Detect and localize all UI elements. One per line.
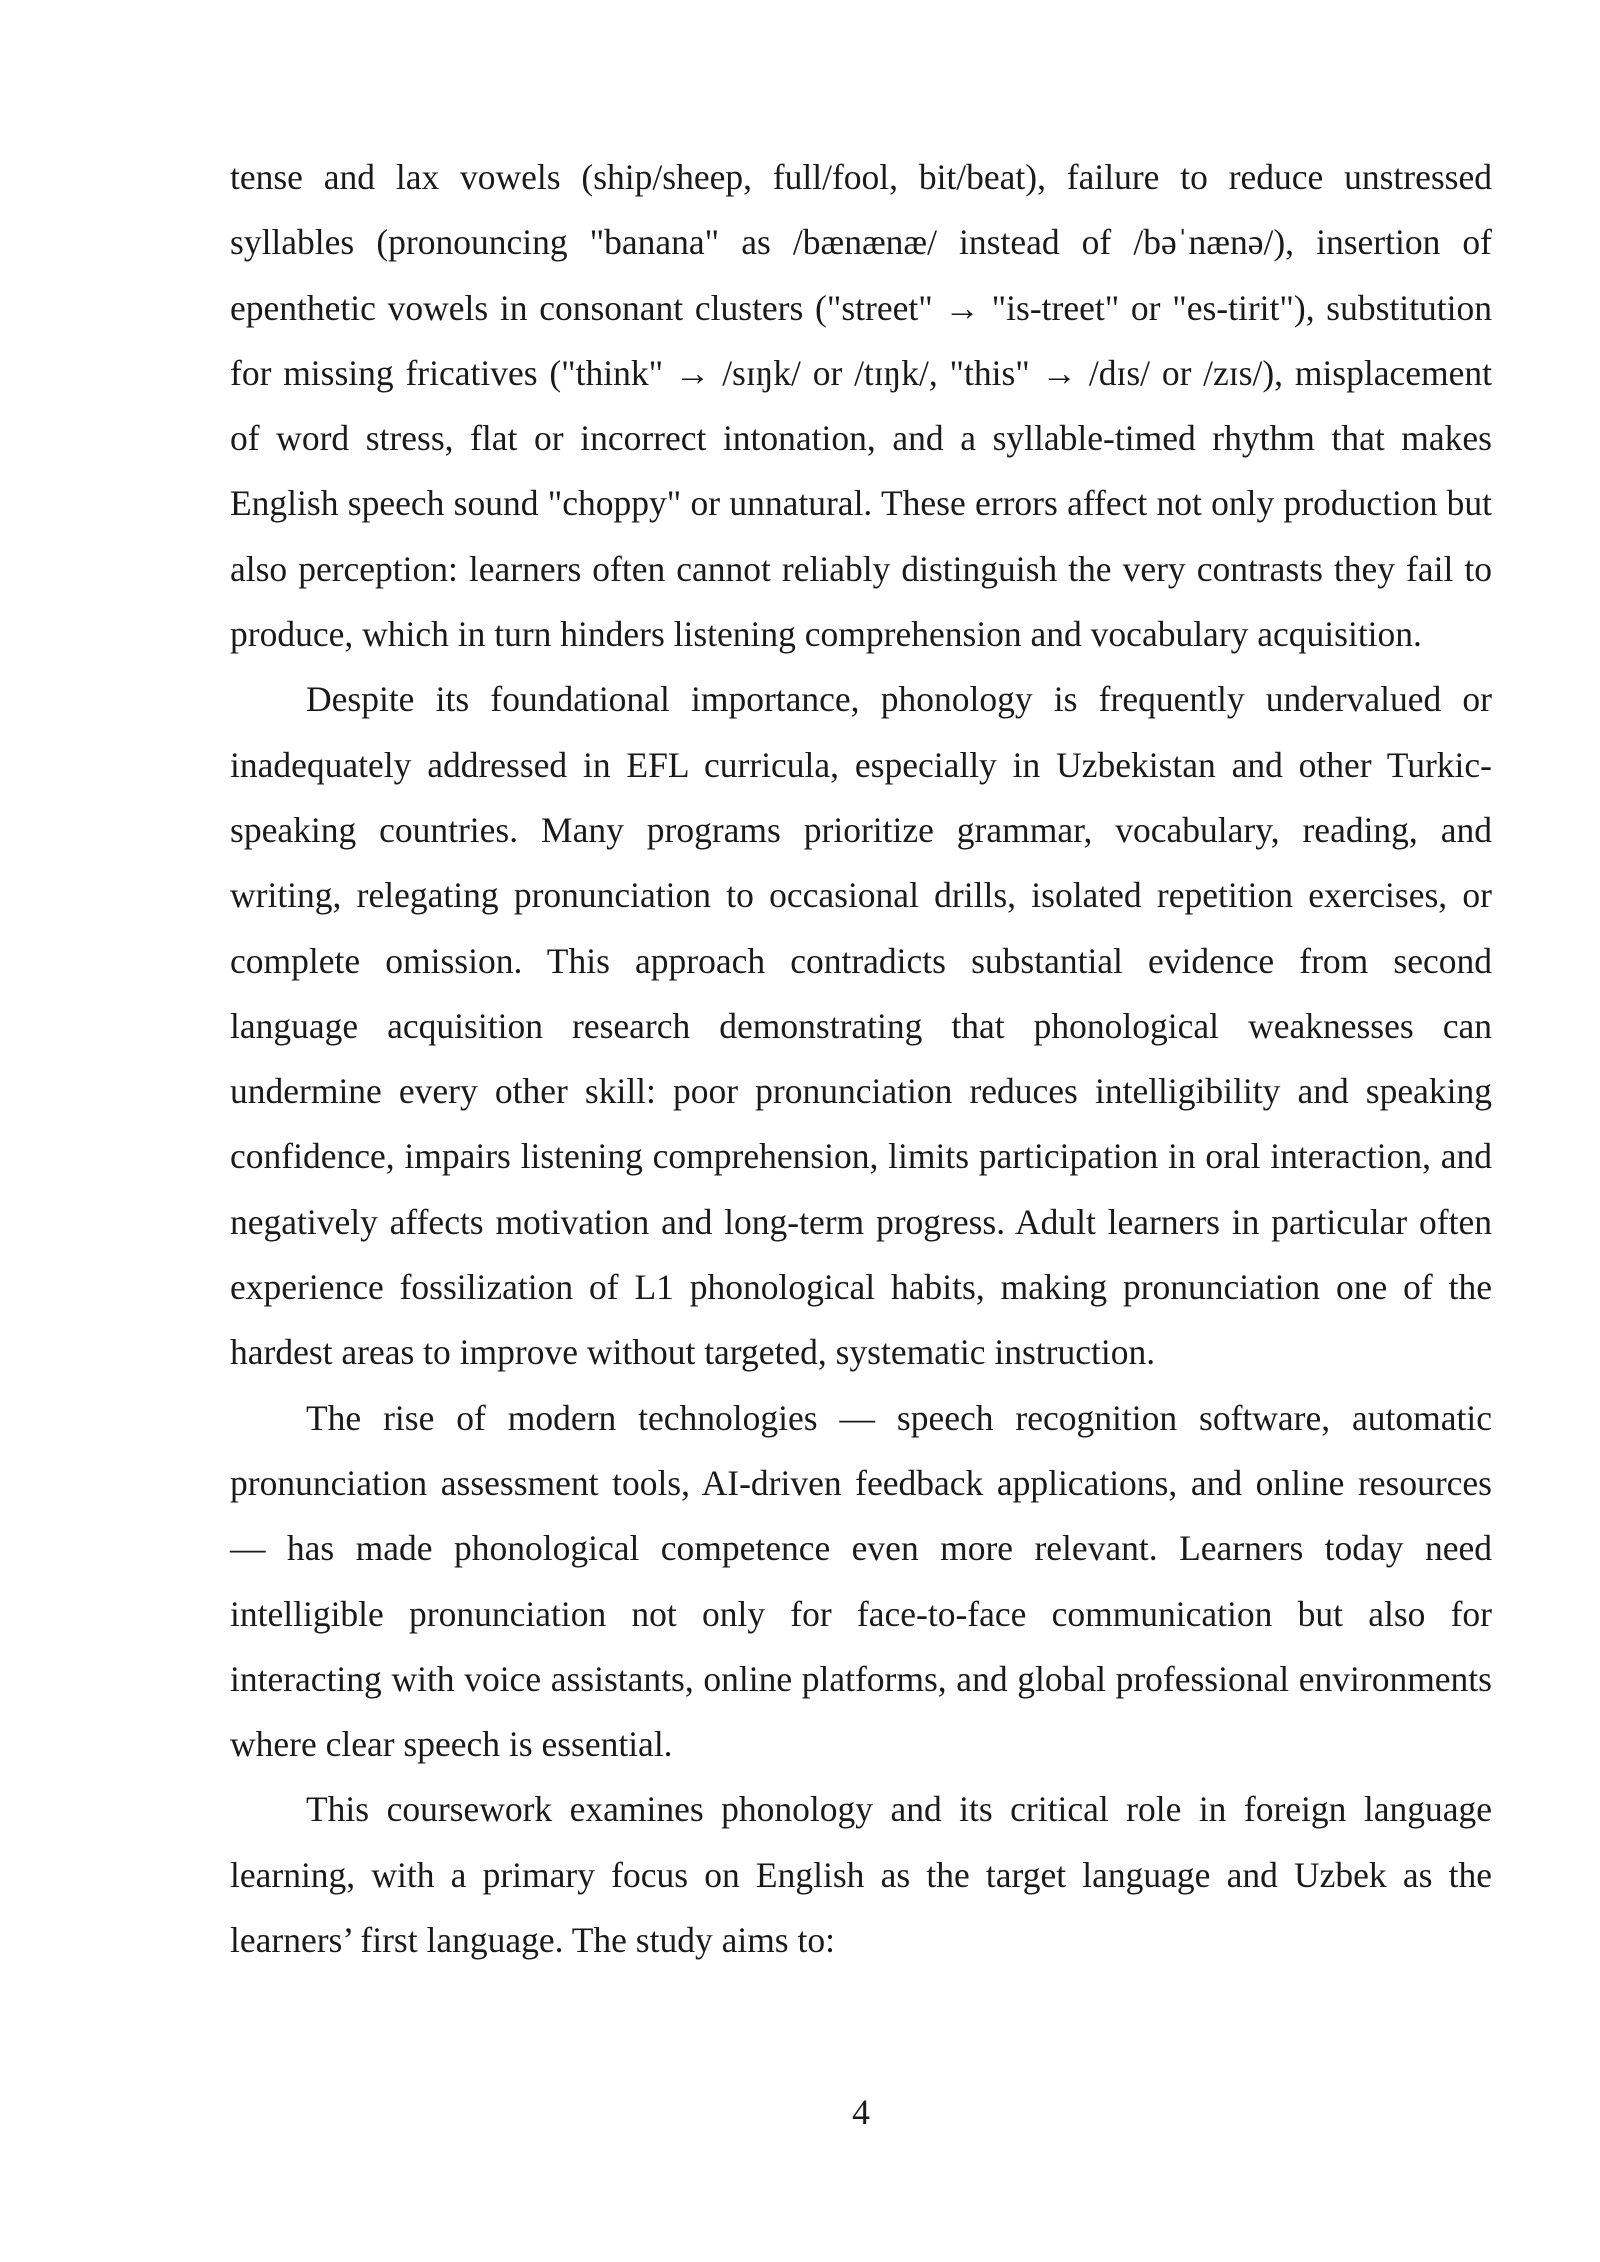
document-body xyxy=(230,145,1492,1973)
paragraph-coursework-aims: This coursework examines phonology and its critical role in foreign language learning, with a primary focus on English as the target language and Uzbek as the learners’ first language. The study aims to: xyxy=(230,1789,1492,1961)
page-number: 4 xyxy=(852,2092,870,2132)
paragraph-phonology-undervalued: Despite its foundational importance, phonology is frequently undervalued or inadequately addressed in EFL curricula, especially in Uzbekistan and other Turkic-speaking countries. Many programs prioritize grammar, vocabulary, reading, and writing, relegating pronunciation to occasional drills, isolated repetition exercises, or complete omission. This approach contradicts substantial evidence from second language acquisition research demonstrating that phonological weaknesses can undermine every other skill: poor pronunciation reduces intelligibility and speaking confidence, impairs listening comprehension, limits participation in oral interaction, and negatively affects motivation and long-term progress. Adult learners in particular often experience fossilization of L1 phonological habits, making pronunciation one of the hardest areas to improve without targeted, systematic instruction. xyxy=(230,679,1492,1373)
paragraph-continuation: tense and lax vowels (ship/sheep, full/fool, bit/beat), failure to reduce unstressed syllables (pronouncing "banana" as /bænænæ/ instead of /bəˈnænə/), insertion of epenthetic vowels in consonant clusters ("street" → "is-treet" or "es-tirit"), substitution for missing fricatives ("think" → /sɪŋk/ or /tɪŋk/, "this" → /dɪs/ or /zɪs/), misplacement of word stress, flat or incorrect intonation, and a syllable-timed rhythm that makes English speech sound "choppy" or unnatural. These errors affect not only production but also perception: learners often cannot reliably distinguish the very contrasts they fail to produce, which in turn hinders listening comprehension and vocabulary acquisition. xyxy=(230,157,1492,655)
paragraph-modern-technologies: The rise of modern technologies — speech recognition software, automatic pronunciation assessment tools, AI-driven feedback applications, and online resources — has made phonological competence even more relevant. Learners today need intelligible pronunciation not only for face-to-face communication but also for interacting with voice assistants, online platforms, and global professional environments where clear speech is essential. xyxy=(230,1397,1492,1765)
